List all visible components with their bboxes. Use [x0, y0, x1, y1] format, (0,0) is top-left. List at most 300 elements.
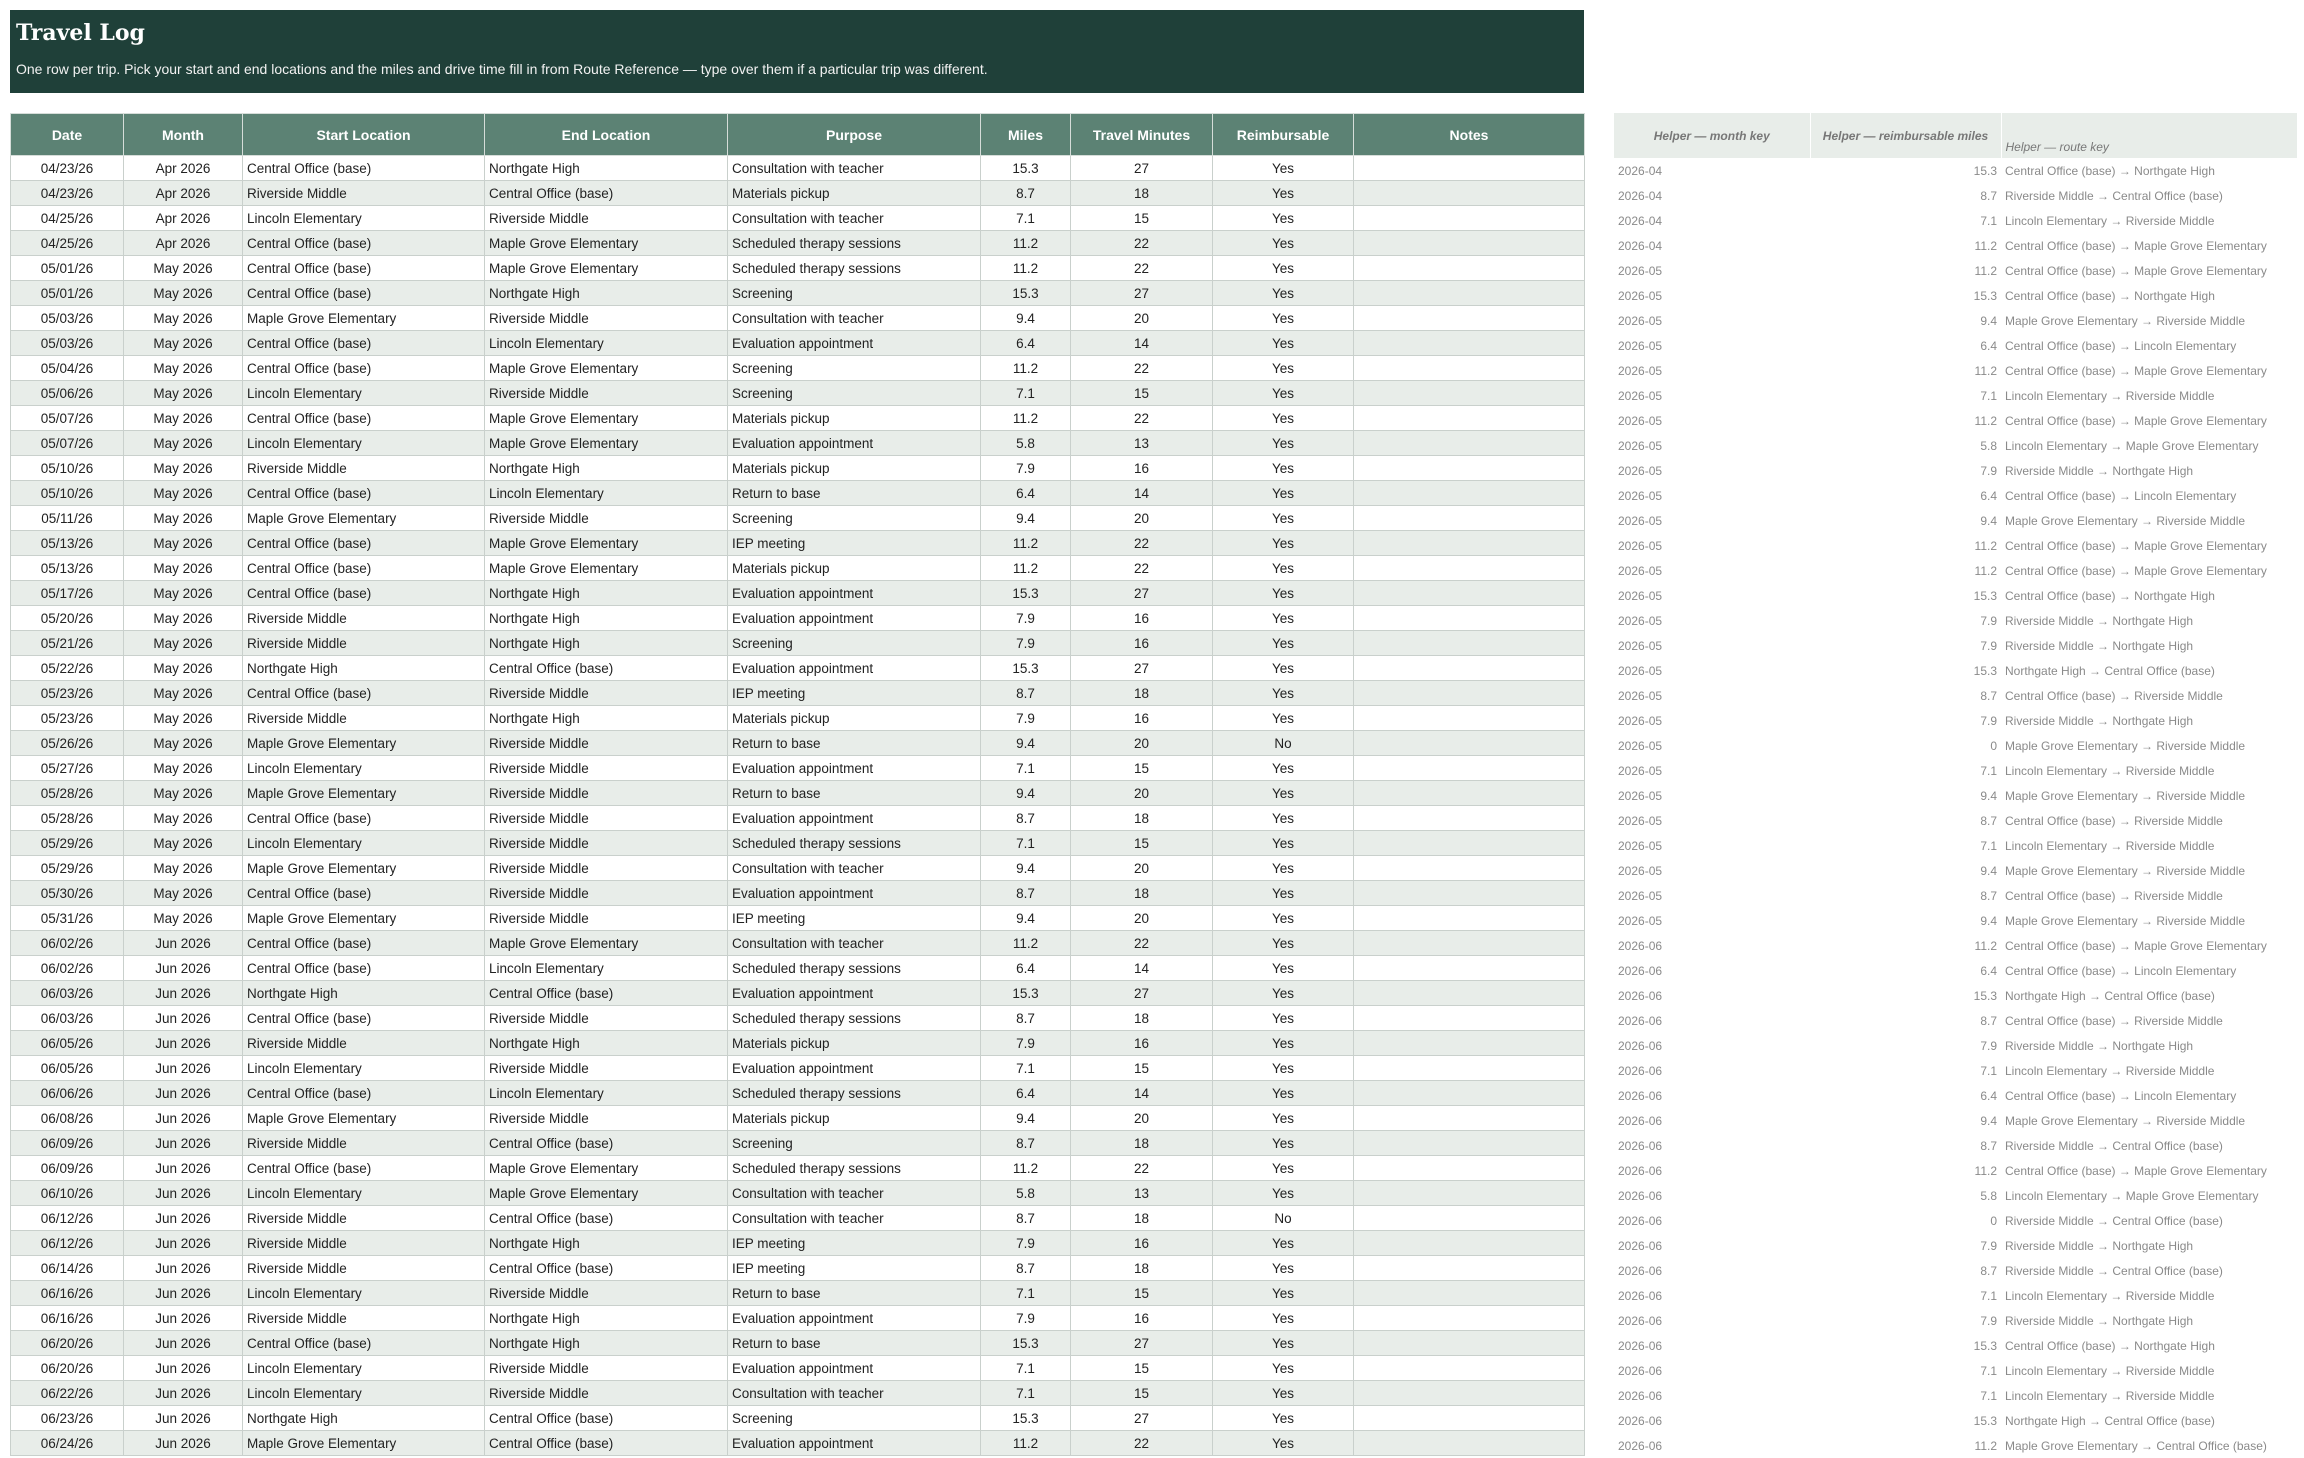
cell-date[interactable]: 06/12/26 — [11, 1206, 124, 1231]
cell-start-location[interactable]: Central Office (base) — [243, 256, 485, 281]
cell-helper-route-key[interactable]: Northgate High → Central Office (base) — [2005, 1413, 2215, 1428]
cell-notes[interactable] — [1354, 381, 1585, 406]
cell-helper-month-key[interactable]: 2026-05 — [1618, 363, 1663, 378]
cell-date[interactable]: 05/17/26 — [11, 581, 124, 606]
cell-end-location[interactable]: Riverside Middle — [485, 1356, 728, 1381]
cell-helper-month-key[interactable]: 2026-06 — [1618, 988, 1663, 1003]
cell-helper-route-key[interactable]: Central Office (base) → Northgate High — [2005, 1338, 2215, 1353]
cell-reimbursable[interactable]: Yes — [1213, 1381, 1354, 1406]
cell-helper-reimbursable-miles[interactable]: 5.8 — [1980, 1188, 1997, 1203]
cell-month[interactable]: Jun 2026 — [124, 1106, 243, 1131]
col-header-end-location[interactable]: End Location — [485, 114, 728, 156]
cell-reimbursable[interactable]: Yes — [1213, 381, 1354, 406]
col-header-travel-minutes[interactable]: Travel Minutes — [1071, 114, 1213, 156]
cell-helper-route-key[interactable]: Riverside Middle → Northgate High — [2005, 638, 2194, 653]
cell-helper-route-key[interactable]: Riverside Middle → Northgate High — [2005, 1038, 2194, 1053]
cell-purpose[interactable]: Evaluation appointment — [728, 656, 981, 681]
cell-purpose[interactable]: Consultation with teacher — [728, 1181, 981, 1206]
cell-start-location[interactable]: Lincoln Elementary — [243, 381, 485, 406]
cell-purpose[interactable]: Evaluation appointment — [728, 806, 981, 831]
cell-miles[interactable]: 11.2 — [981, 231, 1071, 256]
cell-helper-reimbursable-miles[interactable]: 11.2 — [1974, 413, 1997, 428]
cell-travel-minutes[interactable]: 22 — [1071, 531, 1213, 556]
cell-purpose[interactable]: Scheduled therapy sessions — [728, 231, 981, 256]
cell-end-location[interactable]: Maple Grove Elementary — [485, 556, 728, 581]
cell-travel-minutes[interactable]: 20 — [1071, 906, 1213, 931]
cell-helper-reimbursable-miles[interactable]: 9.4 — [1980, 913, 1997, 928]
cell-helper-route-key[interactable]: Lincoln Elementary → Riverside Middle — [2005, 1363, 2215, 1378]
cell-end-location[interactable]: Central Office (base) — [485, 981, 728, 1006]
col-header-notes[interactable]: Notes — [1354, 114, 1585, 156]
cell-miles[interactable]: 5.8 — [981, 431, 1071, 456]
cell-reimbursable[interactable]: No — [1213, 731, 1354, 756]
cell-end-location[interactable]: Northgate High — [485, 281, 728, 306]
cell-end-location[interactable]: Riverside Middle — [485, 306, 728, 331]
cell-purpose[interactable]: Materials pickup — [728, 706, 981, 731]
cell-end-location[interactable]: Lincoln Elementary — [485, 1081, 728, 1106]
cell-helper-route-key[interactable]: Central Office (base) → Riverside Middle — [2005, 888, 2223, 903]
cell-month[interactable]: Jun 2026 — [124, 1081, 243, 1106]
cell-miles[interactable]: 8.7 — [981, 1131, 1071, 1156]
cell-month[interactable]: Jun 2026 — [124, 1206, 243, 1231]
cell-helper-route-key[interactable]: Maple Grove Elementary → Riverside Middle — [2005, 1113, 2246, 1128]
cell-helper-month-key[interactable]: 2026-06 — [1618, 1238, 1663, 1253]
cell-helper-route-key[interactable]: Central Office (base) → Riverside Middle — [2005, 688, 2223, 703]
cell-miles[interactable]: 15.3 — [981, 156, 1071, 181]
cell-start-location[interactable]: Lincoln Elementary — [243, 756, 485, 781]
cell-helper-reimbursable-miles[interactable]: 15.3 — [1973, 1338, 1997, 1353]
cell-helper-reimbursable-miles[interactable]: 7.1 — [1980, 838, 1997, 853]
cell-miles[interactable]: 8.7 — [981, 181, 1071, 206]
cell-month[interactable]: Jun 2026 — [124, 1281, 243, 1306]
cell-helper-route-key[interactable]: Maple Grove Elementary → Central Office (base) — [2005, 1438, 2267, 1453]
cell-start-location[interactable]: Northgate High — [243, 656, 485, 681]
cell-notes[interactable] — [1354, 206, 1585, 231]
cell-start-location[interactable]: Riverside Middle — [243, 1306, 485, 1331]
cell-travel-minutes[interactable]: 18 — [1071, 881, 1213, 906]
cell-reimbursable[interactable]: Yes — [1213, 306, 1354, 331]
cell-reimbursable[interactable]: Yes — [1213, 1356, 1354, 1381]
cell-reimbursable[interactable]: Yes — [1213, 956, 1354, 981]
cell-month[interactable]: May 2026 — [124, 506, 243, 531]
cell-reimbursable[interactable]: Yes — [1213, 981, 1354, 1006]
cell-date[interactable]: 04/25/26 — [11, 206, 124, 231]
cell-notes[interactable] — [1354, 1156, 1585, 1181]
cell-purpose[interactable]: IEP meeting — [728, 681, 981, 706]
cell-month[interactable]: May 2026 — [124, 881, 243, 906]
cell-start-location[interactable]: Central Office (base) — [243, 1006, 485, 1031]
cell-reimbursable[interactable]: Yes — [1213, 256, 1354, 281]
cell-purpose[interactable]: Consultation with teacher — [728, 1381, 981, 1406]
cell-purpose[interactable]: Screening — [728, 1406, 981, 1431]
cell-end-location[interactable]: Maple Grove Elementary — [485, 931, 728, 956]
cell-notes[interactable] — [1354, 681, 1585, 706]
cell-notes[interactable] — [1354, 506, 1585, 531]
cell-purpose[interactable]: Consultation with teacher — [728, 306, 981, 331]
cell-helper-reimbursable-miles[interactable]: 6.4 — [1980, 963, 1997, 978]
cell-purpose[interactable]: Screening — [728, 381, 981, 406]
cell-start-location[interactable]: Central Office (base) — [243, 406, 485, 431]
cell-helper-month-key[interactable]: 2026-05 — [1618, 888, 1663, 903]
cell-notes[interactable] — [1354, 856, 1585, 881]
cell-notes[interactable] — [1354, 806, 1585, 831]
col-header-date[interactable]: Date — [11, 114, 124, 156]
cell-helper-month-key[interactable]: 2026-06 — [1618, 1013, 1663, 1028]
cell-helper-month-key[interactable]: 2026-05 — [1618, 863, 1663, 878]
cell-date[interactable]: 05/10/26 — [11, 456, 124, 481]
cell-date[interactable]: 05/13/26 — [11, 556, 124, 581]
cell-end-location[interactable]: Riverside Middle — [485, 756, 728, 781]
cell-travel-minutes[interactable]: 22 — [1071, 406, 1213, 431]
cell-date[interactable]: 06/08/26 — [11, 1106, 124, 1131]
cell-month[interactable]: May 2026 — [124, 256, 243, 281]
cell-month[interactable]: Jun 2026 — [124, 1331, 243, 1356]
cell-end-location[interactable]: Lincoln Elementary — [485, 481, 728, 506]
cell-purpose[interactable]: Materials pickup — [728, 406, 981, 431]
cell-notes[interactable] — [1354, 1406, 1585, 1431]
cell-start-location[interactable]: Lincoln Elementary — [243, 206, 485, 231]
cell-reimbursable[interactable]: Yes — [1213, 1006, 1354, 1031]
cell-month[interactable]: May 2026 — [124, 531, 243, 556]
cell-miles[interactable]: 7.1 — [981, 756, 1071, 781]
cell-helper-month-key[interactable]: 2026-05 — [1618, 388, 1663, 403]
cell-helper-reimbursable-miles[interactable]: 7.9 — [1980, 638, 1997, 653]
cell-miles[interactable]: 15.3 — [981, 1406, 1071, 1431]
cell-miles[interactable]: 9.4 — [981, 506, 1071, 531]
cell-notes[interactable] — [1354, 1206, 1585, 1231]
cell-notes[interactable] — [1354, 956, 1585, 981]
cell-purpose[interactable]: Consultation with teacher — [728, 206, 981, 231]
cell-date[interactable]: 04/25/26 — [11, 231, 124, 256]
cell-notes[interactable] — [1354, 256, 1585, 281]
cell-purpose[interactable]: Return to base — [728, 481, 981, 506]
cell-helper-route-key[interactable]: Riverside Middle → Central Office (base) — [2005, 188, 2223, 203]
cell-travel-minutes[interactable]: 27 — [1071, 156, 1213, 181]
cell-date[interactable]: 05/10/26 — [11, 481, 124, 506]
cell-reimbursable[interactable]: Yes — [1213, 1306, 1354, 1331]
cell-notes[interactable] — [1354, 656, 1585, 681]
cell-miles[interactable]: 5.8 — [981, 1181, 1071, 1206]
cell-start-location[interactable]: Riverside Middle — [243, 1131, 485, 1156]
cell-purpose[interactable]: Evaluation appointment — [728, 581, 981, 606]
cell-purpose[interactable]: Screening — [728, 1131, 981, 1156]
cell-start-location[interactable]: Riverside Middle — [243, 1256, 485, 1281]
cell-notes[interactable] — [1354, 1181, 1585, 1206]
cell-purpose[interactable]: Screening — [728, 631, 981, 656]
cell-helper-reimbursable-miles[interactable]: 11.2 — [1974, 1163, 1997, 1178]
cell-end-location[interactable]: Central Office (base) — [485, 1206, 728, 1231]
cell-travel-minutes[interactable]: 15 — [1071, 1281, 1213, 1306]
cell-miles[interactable]: 7.9 — [981, 606, 1071, 631]
cell-month[interactable]: May 2026 — [124, 431, 243, 456]
cell-start-location[interactable]: Central Office (base) — [243, 581, 485, 606]
cell-helper-month-key[interactable]: 2026-05 — [1618, 438, 1663, 453]
cell-end-location[interactable]: Lincoln Elementary — [485, 331, 728, 356]
cell-start-location[interactable]: Maple Grove Elementary — [243, 506, 485, 531]
cell-date[interactable]: 06/02/26 — [11, 956, 124, 981]
cell-helper-month-key[interactable]: 2026-05 — [1618, 638, 1663, 653]
cell-notes[interactable] — [1354, 981, 1585, 1006]
cell-reimbursable[interactable]: Yes — [1213, 181, 1354, 206]
cell-month[interactable]: Apr 2026 — [124, 181, 243, 206]
cell-month[interactable]: May 2026 — [124, 756, 243, 781]
cell-travel-minutes[interactable]: 20 — [1071, 1106, 1213, 1131]
cell-travel-minutes[interactable]: 22 — [1071, 356, 1213, 381]
cell-end-location[interactable]: Riverside Middle — [485, 681, 728, 706]
cell-purpose[interactable]: Materials pickup — [728, 181, 981, 206]
cell-miles[interactable]: 7.1 — [981, 206, 1071, 231]
cell-date[interactable]: 06/03/26 — [11, 981, 124, 1006]
cell-month[interactable]: May 2026 — [124, 781, 243, 806]
cell-helper-route-key[interactable]: Riverside Middle → Northgate High — [2005, 613, 2194, 628]
col-header-helper-month-key[interactable]: Helper — month key — [1614, 113, 1810, 158]
cell-reimbursable[interactable]: Yes — [1213, 431, 1354, 456]
cell-helper-route-key[interactable]: Maple Grove Elementary → Riverside Middle — [2005, 513, 2246, 528]
cell-reimbursable[interactable]: Yes — [1213, 1256, 1354, 1281]
cell-miles[interactable]: 15.3 — [981, 581, 1071, 606]
cell-travel-minutes[interactable]: 13 — [1071, 431, 1213, 456]
cell-end-location[interactable]: Northgate High — [485, 581, 728, 606]
cell-notes[interactable] — [1354, 1356, 1585, 1381]
cell-travel-minutes[interactable]: 27 — [1071, 581, 1213, 606]
cell-purpose[interactable]: Return to base — [728, 1331, 981, 1356]
cell-helper-month-key[interactable]: 2026-05 — [1618, 413, 1663, 428]
cell-travel-minutes[interactable]: 22 — [1071, 931, 1213, 956]
cell-reimbursable[interactable]: Yes — [1213, 1231, 1354, 1256]
cell-travel-minutes[interactable]: 15 — [1071, 756, 1213, 781]
cell-helper-route-key[interactable]: Maple Grove Elementary → Riverside Middle — [2005, 863, 2246, 878]
cell-travel-minutes[interactable]: 20 — [1071, 856, 1213, 881]
cell-helper-route-key[interactable]: Central Office (base) → Riverside Middle — [2005, 1013, 2223, 1028]
cell-month[interactable]: Jun 2026 — [124, 1256, 243, 1281]
cell-miles[interactable]: 11.2 — [981, 556, 1071, 581]
cell-helper-route-key[interactable]: Maple Grove Elementary → Riverside Middle — [2005, 913, 2246, 928]
cell-month[interactable]: May 2026 — [124, 906, 243, 931]
cell-date[interactable]: 06/05/26 — [11, 1056, 124, 1081]
cell-start-location[interactable]: Lincoln Elementary — [243, 1281, 485, 1306]
cell-helper-reimbursable-miles[interactable]: 9.4 — [1980, 313, 1997, 328]
cell-helper-route-key[interactable]: Lincoln Elementary → Maple Grove Elementary — [2005, 438, 2259, 453]
cell-notes[interactable] — [1354, 431, 1585, 456]
cell-helper-route-key[interactable]: Central Office (base) → Lincoln Elementary — [2005, 488, 2237, 503]
cell-reimbursable[interactable]: Yes — [1213, 781, 1354, 806]
cell-purpose[interactable]: Consultation with teacher — [728, 156, 981, 181]
cell-travel-minutes[interactable]: 18 — [1071, 1131, 1213, 1156]
cell-end-location[interactable]: Riverside Middle — [485, 906, 728, 931]
cell-miles[interactable]: 9.4 — [981, 731, 1071, 756]
cell-helper-reimbursable-miles[interactable]: 0 — [1990, 738, 1997, 753]
cell-helper-month-key[interactable]: 2026-05 — [1618, 463, 1663, 478]
cell-date[interactable]: 05/01/26 — [11, 256, 124, 281]
cell-helper-month-key[interactable]: 2026-06 — [1618, 1313, 1663, 1328]
cell-helper-reimbursable-miles[interactable]: 11.2 — [1974, 1438, 1997, 1453]
cell-helper-month-key[interactable]: 2026-05 — [1618, 813, 1663, 828]
cell-date[interactable]: 05/11/26 — [11, 506, 124, 531]
cell-end-location[interactable]: Maple Grove Elementary — [485, 356, 728, 381]
cell-helper-route-key[interactable]: Riverside Middle → Central Office (base) — [2005, 1138, 2223, 1153]
cell-start-location[interactable]: Maple Grove Elementary — [243, 906, 485, 931]
cell-notes[interactable] — [1354, 1231, 1585, 1256]
cell-helper-reimbursable-miles[interactable]: 8.7 — [1980, 688, 1997, 703]
col-header-helper-reimbursable-miles[interactable]: Helper — reimbursable miles — [1810, 113, 2001, 158]
cell-helper-month-key[interactable]: 2026-06 — [1618, 1288, 1663, 1303]
cell-helper-route-key[interactable]: Riverside Middle → Northgate High — [2005, 463, 2194, 478]
cell-month[interactable]: May 2026 — [124, 731, 243, 756]
cell-helper-month-key[interactable]: 2026-05 — [1618, 313, 1663, 328]
cell-date[interactable]: 06/09/26 — [11, 1131, 124, 1156]
cell-date[interactable]: 05/28/26 — [11, 781, 124, 806]
cell-end-location[interactable]: Riverside Middle — [485, 881, 728, 906]
cell-travel-minutes[interactable]: 22 — [1071, 1431, 1213, 1456]
cell-month[interactable]: May 2026 — [124, 406, 243, 431]
cell-notes[interactable] — [1354, 706, 1585, 731]
cell-helper-month-key[interactable]: 2026-05 — [1618, 563, 1663, 578]
cell-reimbursable[interactable]: Yes — [1213, 331, 1354, 356]
cell-month[interactable]: Jun 2026 — [124, 1131, 243, 1156]
cell-month[interactable]: May 2026 — [124, 481, 243, 506]
cell-start-location[interactable]: Central Office (base) — [243, 481, 485, 506]
cell-notes[interactable] — [1354, 1256, 1585, 1281]
cell-helper-reimbursable-miles[interactable]: 8.7 — [1980, 888, 1997, 903]
cell-helper-month-key[interactable]: 2026-06 — [1618, 938, 1663, 953]
cell-notes[interactable] — [1354, 1306, 1585, 1331]
cell-helper-route-key[interactable]: Lincoln Elementary → Riverside Middle — [2005, 763, 2215, 778]
cell-reimbursable[interactable]: Yes — [1213, 456, 1354, 481]
cell-helper-route-key[interactable]: Lincoln Elementary → Riverside Middle — [2005, 1388, 2215, 1403]
cell-end-location[interactable]: Riverside Middle — [485, 506, 728, 531]
cell-helper-reimbursable-miles[interactable]: 7.1 — [1980, 1388, 1997, 1403]
cell-reimbursable[interactable]: Yes — [1213, 756, 1354, 781]
cell-helper-route-key[interactable]: Lincoln Elementary → Riverside Middle — [2005, 1288, 2215, 1303]
cell-helper-reimbursable-miles[interactable]: 7.9 — [1980, 713, 1997, 728]
cell-purpose[interactable]: Evaluation appointment — [728, 431, 981, 456]
cell-notes[interactable] — [1354, 1006, 1585, 1031]
cell-reimbursable[interactable]: Yes — [1213, 1181, 1354, 1206]
cell-date[interactable]: 06/22/26 — [11, 1381, 124, 1406]
cell-notes[interactable] — [1354, 556, 1585, 581]
cell-purpose[interactable]: IEP meeting — [728, 531, 981, 556]
cell-month[interactable]: Jun 2026 — [124, 1056, 243, 1081]
cell-purpose[interactable]: Scheduled therapy sessions — [728, 1156, 981, 1181]
cell-miles[interactable]: 8.7 — [981, 806, 1071, 831]
cell-purpose[interactable]: Evaluation appointment — [728, 1356, 981, 1381]
cell-travel-minutes[interactable]: 16 — [1071, 606, 1213, 631]
cell-reimbursable[interactable]: Yes — [1213, 556, 1354, 581]
cell-month[interactable]: May 2026 — [124, 706, 243, 731]
cell-helper-reimbursable-miles[interactable]: 15.3 — [1973, 663, 1997, 678]
cell-purpose[interactable]: Scheduled therapy sessions — [728, 831, 981, 856]
cell-start-location[interactable]: Central Office (base) — [243, 956, 485, 981]
cell-purpose[interactable]: Evaluation appointment — [728, 331, 981, 356]
cell-miles[interactable]: 9.4 — [981, 906, 1071, 931]
cell-helper-month-key[interactable]: 2026-06 — [1618, 1263, 1663, 1278]
cell-start-location[interactable]: Riverside Middle — [243, 456, 485, 481]
cell-travel-minutes[interactable]: 27 — [1071, 1331, 1213, 1356]
cell-helper-route-key[interactable]: Northgate High → Central Office (base) — [2005, 988, 2215, 1003]
cell-helper-month-key[interactable]: 2026-04 — [1618, 238, 1663, 253]
cell-date[interactable]: 04/23/26 — [11, 156, 124, 181]
cell-start-location[interactable]: Central Office (base) — [243, 331, 485, 356]
cell-purpose[interactable]: Evaluation appointment — [728, 606, 981, 631]
cell-month[interactable]: May 2026 — [124, 281, 243, 306]
cell-month[interactable]: Jun 2026 — [124, 1406, 243, 1431]
cell-month[interactable]: Jun 2026 — [124, 1381, 243, 1406]
cell-helper-month-key[interactable]: 2026-06 — [1618, 1038, 1663, 1053]
cell-end-location[interactable]: Northgate High — [485, 706, 728, 731]
cell-month[interactable]: Apr 2026 — [124, 156, 243, 181]
cell-travel-minutes[interactable]: 20 — [1071, 506, 1213, 531]
cell-helper-month-key[interactable]: 2026-05 — [1618, 288, 1663, 303]
cell-month[interactable]: Jun 2026 — [124, 1181, 243, 1206]
cell-end-location[interactable]: Lincoln Elementary — [485, 956, 728, 981]
cell-notes[interactable] — [1354, 1081, 1585, 1106]
cell-month[interactable]: Jun 2026 — [124, 956, 243, 981]
cell-end-location[interactable]: Northgate High — [485, 606, 728, 631]
cell-start-location[interactable]: Riverside Middle — [243, 1031, 485, 1056]
cell-miles[interactable]: 8.7 — [981, 1256, 1071, 1281]
cell-helper-month-key[interactable]: 2026-05 — [1618, 613, 1663, 628]
cell-notes[interactable] — [1354, 156, 1585, 181]
cell-notes[interactable] — [1354, 531, 1585, 556]
cell-helper-month-key[interactable]: 2026-05 — [1618, 488, 1663, 503]
cell-reimbursable[interactable]: Yes — [1213, 881, 1354, 906]
cell-reimbursable[interactable]: Yes — [1213, 1131, 1354, 1156]
cell-date[interactable]: 05/28/26 — [11, 806, 124, 831]
cell-notes[interactable] — [1354, 406, 1585, 431]
cell-notes[interactable] — [1354, 731, 1585, 756]
cell-miles[interactable]: 7.9 — [981, 456, 1071, 481]
cell-notes[interactable] — [1354, 906, 1585, 931]
cell-start-location[interactable]: Northgate High — [243, 981, 485, 1006]
cell-notes[interactable] — [1354, 1431, 1585, 1456]
cell-end-location[interactable]: Maple Grove Elementary — [485, 1156, 728, 1181]
cell-end-location[interactable]: Central Office (base) — [485, 1406, 728, 1431]
cell-start-location[interactable]: Central Office (base) — [243, 881, 485, 906]
cell-notes[interactable] — [1354, 231, 1585, 256]
cell-purpose[interactable]: Materials pickup — [728, 1031, 981, 1056]
cell-miles[interactable]: 7.1 — [981, 1381, 1071, 1406]
cell-travel-minutes[interactable]: 18 — [1071, 1206, 1213, 1231]
cell-helper-route-key[interactable]: Lincoln Elementary → Riverside Middle — [2005, 213, 2215, 228]
cell-date[interactable]: 05/31/26 — [11, 906, 124, 931]
cell-notes[interactable] — [1354, 356, 1585, 381]
cell-end-location[interactable]: Riverside Middle — [485, 1006, 728, 1031]
cell-reimbursable[interactable]: Yes — [1213, 356, 1354, 381]
cell-helper-month-key[interactable]: 2026-06 — [1618, 1413, 1663, 1428]
cell-miles[interactable]: 7.9 — [981, 1231, 1071, 1256]
cell-helper-route-key[interactable]: Riverside Middle → Northgate High — [2005, 713, 2194, 728]
cell-reimbursable[interactable]: Yes — [1213, 806, 1354, 831]
cell-end-location[interactable]: Northgate High — [485, 1331, 728, 1356]
cell-end-location[interactable]: Riverside Middle — [485, 731, 728, 756]
cell-purpose[interactable]: Screening — [728, 506, 981, 531]
cell-month[interactable]: May 2026 — [124, 356, 243, 381]
cell-month[interactable]: May 2026 — [124, 331, 243, 356]
cell-date[interactable]: 06/14/26 — [11, 1256, 124, 1281]
cell-miles[interactable]: 15.3 — [981, 656, 1071, 681]
cell-reimbursable[interactable]: Yes — [1213, 1406, 1354, 1431]
cell-helper-reimbursable-miles[interactable]: 7.9 — [1980, 1238, 1997, 1253]
cell-date[interactable]: 05/06/26 — [11, 381, 124, 406]
cell-miles[interactable]: 7.1 — [981, 381, 1071, 406]
cell-start-location[interactable]: Central Office (base) — [243, 531, 485, 556]
cell-helper-reimbursable-miles[interactable]: 7.1 — [1980, 388, 1997, 403]
cell-helper-route-key[interactable]: Central Office (base) → Northgate High — [2005, 163, 2215, 178]
cell-notes[interactable] — [1354, 1331, 1585, 1356]
cell-date[interactable]: 05/21/26 — [11, 631, 124, 656]
cell-reimbursable[interactable]: Yes — [1213, 1281, 1354, 1306]
cell-travel-minutes[interactable]: 20 — [1071, 306, 1213, 331]
